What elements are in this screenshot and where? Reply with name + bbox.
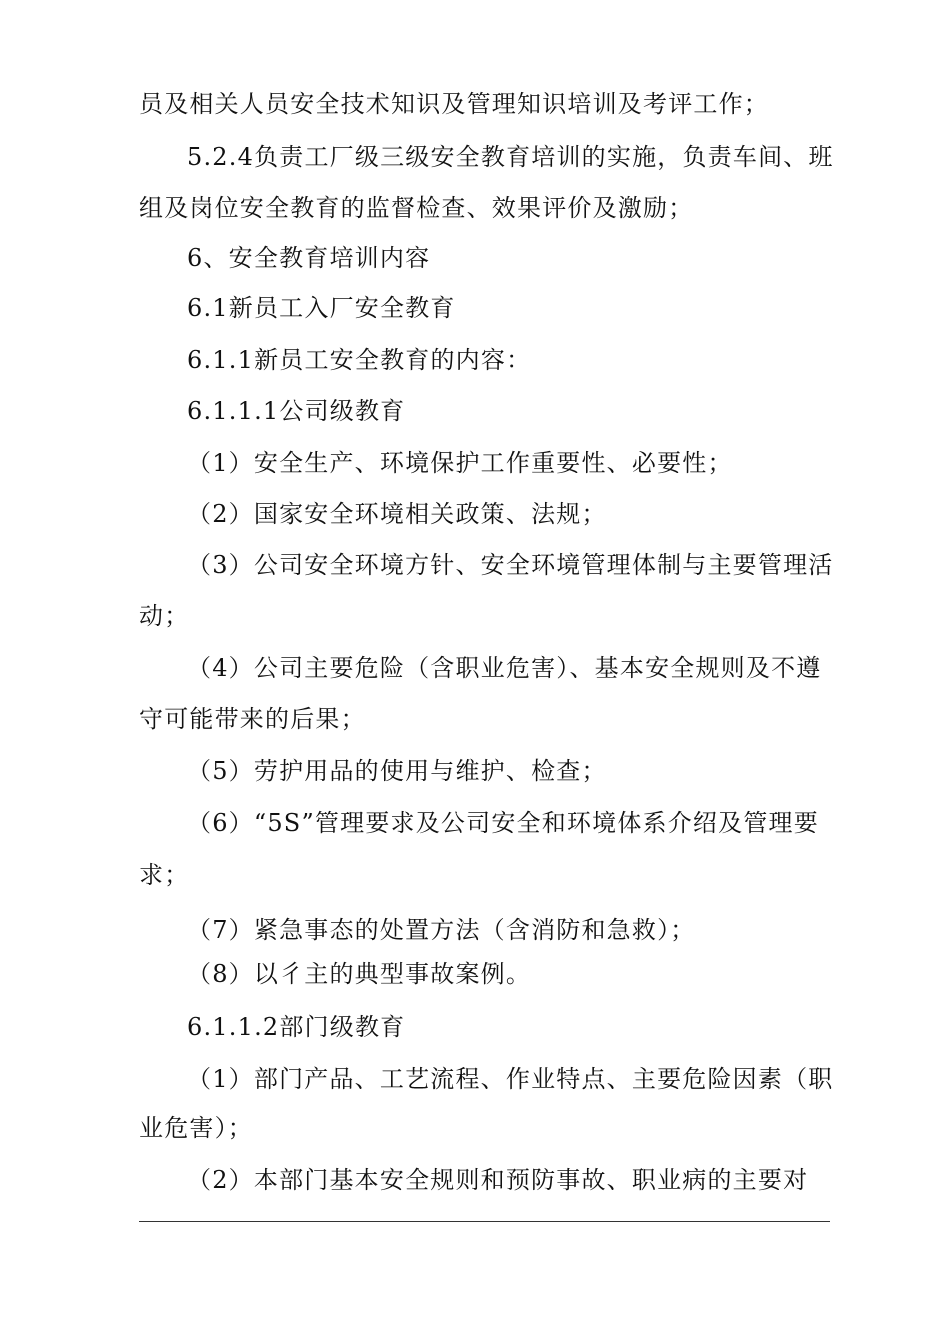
text-line: 员及相关人员安全技术知识及管理知识培训及考评工作； bbox=[139, 90, 769, 118]
list-item: （7）紧急事态的处置方法（含消防和急救）； bbox=[187, 916, 696, 944]
list-item: （1）部门产品、工艺流程、作业特点、主要危险因素（职 bbox=[187, 1065, 834, 1093]
footer-rule bbox=[139, 1221, 830, 1222]
text-line: 业危害）； bbox=[139, 1114, 253, 1142]
text-line: 组及岗位安全教育的监督检查、效果评价及激励； bbox=[139, 194, 694, 222]
list-item: （1）安全生产、环境保护工作重要性、必要性； bbox=[187, 449, 733, 477]
section-heading: 6.1.1.2部门级教育 bbox=[187, 1013, 406, 1041]
list-item: （3）公司安全环境方针、安全环境管理体制与主要管理活 bbox=[187, 551, 834, 579]
section-heading: 6.1.1新员工安全教育的内容： bbox=[187, 346, 532, 374]
list-item: （6）“5S”管理要求及公司安全和环境体系介绍及管理要 bbox=[187, 809, 819, 837]
list-item: （2）国家安全环境相关政策、法规； bbox=[187, 500, 607, 528]
list-item: （4）公司主要危险（含职业危害）、基本安全规则及不遵 bbox=[187, 654, 822, 682]
text-line: 求； bbox=[139, 861, 190, 889]
list-item: （2）本部门基本安全规则和预防事故、职业病的主要对 bbox=[187, 1166, 809, 1194]
section-heading: 6.1.1.1公司级教育 bbox=[187, 397, 406, 425]
section-heading: 6、安全教育培训内容 bbox=[187, 244, 431, 272]
section-heading: 6.1新员工入厂安全教育 bbox=[187, 294, 456, 322]
list-item: （8）以彳主的典型事故案例。 bbox=[187, 960, 532, 988]
text-line: 动； bbox=[139, 602, 190, 630]
list-item: （5）劳护用品的使用与维护、检查； bbox=[187, 757, 607, 785]
text-line: 守可能带来的后果； bbox=[139, 705, 366, 733]
text-line: 5.2.4负责工厂级三级安全教育培训的实施，负责车间、班 bbox=[187, 143, 834, 171]
